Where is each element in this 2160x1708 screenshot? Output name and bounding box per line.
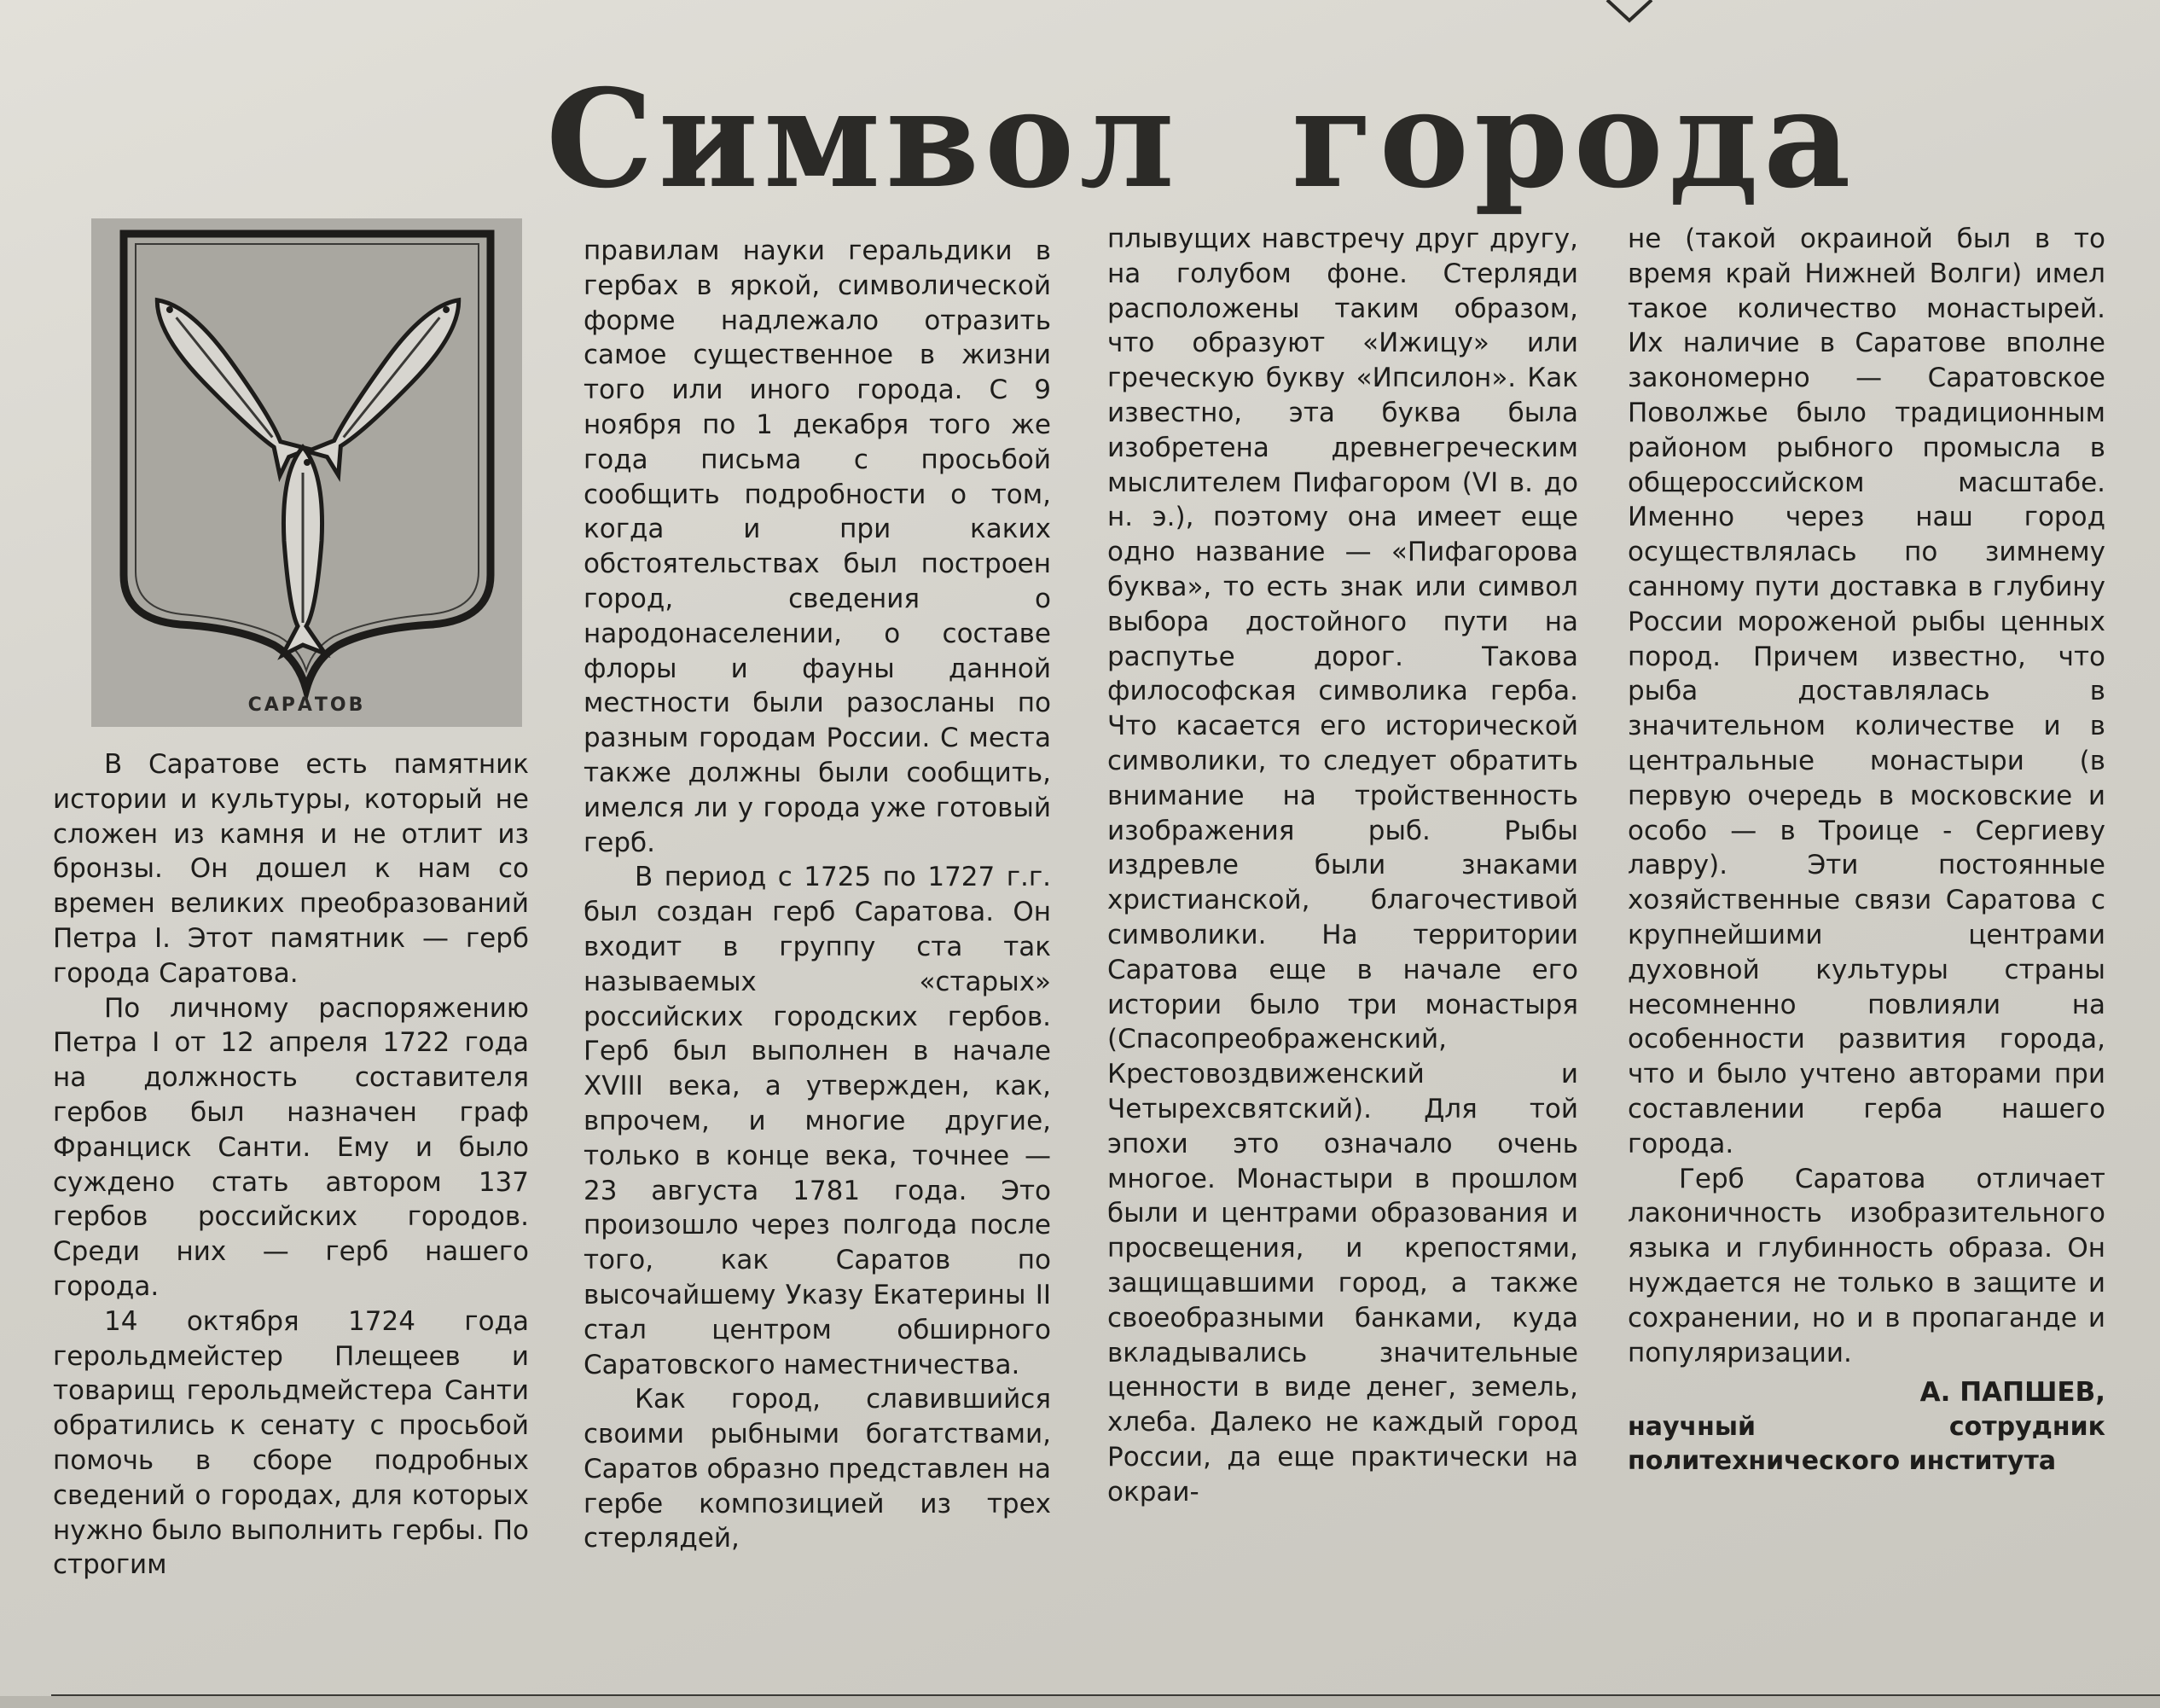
paragraph: В период с 1725 по 1727 г.г. был создан герб Саратова. Он входит в группу ста так называемых «старых» российских городских гербов. Герб был выполнен в начале XVIII века, а утвержден, как, впрочем, и многие другие, только в конце века, точнее — 23 августа 1781 года. Это произошло через полгода после того, как Саратов по высочайшему Указу Екатерины II стал центром обширного Саратовского наместничества. [584, 862, 1051, 1380]
paragraph: По личному распоряжению Петра I от 12 апреля 1722 года на должность составителя гербов был назначен граф Франциск Санти. Ему и было суждено стать автором 137 гербов российских городов. Среди них — герб нашего города. [53, 992, 529, 1302]
paragraph: В Саратове есть памятник истории и культуры, который не сложен из камня и не отлит из бронзы. Он дошел к нам со времен великих преобразований Петра I. Этот памятник — герб города Саратова. [53, 749, 529, 989]
saratov-coat-of-arms-image [91, 218, 522, 727]
page-edge [0, 1696, 2160, 1708]
paragraph: 14 октября 1724 года герольдмейстер Плещеев и товарищ герольдмейстера Санти обратились к сенату с просьбой помочь в сборе подробных сведений о городах, для которых нужно было выполнить гербы. По строгим [53, 1305, 529, 1581]
emblem-caption: САРАТОВ [247, 694, 366, 716]
article-headline: Символ города [546, 61, 1856, 218]
article-column-3 [1107, 222, 1578, 1509]
fold-mark [1604, 0, 1655, 24]
article-column-4 [1628, 222, 2105, 1479]
author-title: научный сотрудник политехнического института [1628, 1412, 2105, 1477]
article-column-2 [584, 234, 1051, 1556]
paragraph: Герб Саратова отличает лаконичность изобразительного языка и глубинность образа. Он нуждается не только в защите и сохранении, но и в пропаганде и популяризации. [1628, 1163, 2105, 1368]
author-name: А. ПАПШЕВ, [1919, 1377, 2105, 1409]
paragraph: не (такой окраиной был в то время край Нижней Волги) имел такое количество монастырей. Их наличие в Саратове вполне закономерно — Саратовское Поволжье было традиционным районом рыбного промысла в общероссийском масштабе. Именно через наш город осуществлялась по зимнему санному пути доставка в глубину России мороженой рыбы ценных пород. Причем известно, что рыба доставлялась в значительном количестве и в центральные монастыри (в первую очередь в московские и особо — в Троице - Сергиеву лавру). Эти постоянные хозяйственные связи Саратова с крупнейшими центрами духовной культуры страны несомненно повлияли на особенности развития города, что и было учтено авторами при составлении герба нашего города. [1628, 224, 2105, 1159]
coat-of-arms-figure [91, 218, 522, 727]
paragraph: Как город, славившийся своими рыбными богатствами, Саратов образно представлен на гербе композицией из трех стерлядей, [584, 1384, 1051, 1554]
article-column-1 [53, 747, 529, 1583]
paragraph: плывущих навстречу друг другу, на голубом фоне. Стерляди расположены таким образом, что образуют «Ижицу» или греческую букву «Ипсилон». Как известно, эта буква была изобретена древнегреческим мыслителем Пифагором (VI в. до н. э.), поэтому она имеет еще одно название — «Пифагорова буква», то есть знак или символ выбора достойного пути на распутье дорог. Такова философская символика герба. Что касается его исторической символики, то следует обратить внимание на тройственность изображения рыб. Рыбы издревле были знаками христианской, благочестивой символики. На территории Саратова еще в начале его истории было три монастыря (Спасопреображенский, Крестовоздвиженский и Четырехсвятский). Для той эпохи это означало очень многое. Монастыри в прошлом были и центрами образования и просвещения, и крепостями, защищавшими город, а также своеобразными банками, куда вкладывались значительные ценности в виде денег, земель, хлеба. Далеко не каждый город России, да еще практически на окраи- [1107, 224, 1578, 1508]
paragraph: правилам науки геральдики в гербах в яркой, символической форме надлежало отразить самое существенное в жизни того или иного города. С 9 ноября по 1 декабря того же года письма с просьбой сообщить подробности о том, когда и при каких обстоятельствах был построен город, сведения о народонаселении, о составе флоры и фауны данной местности были разосланы по разным городам России. С места также должны были сообщить, имелся ли у города уже готовый герб. [584, 235, 1051, 858]
